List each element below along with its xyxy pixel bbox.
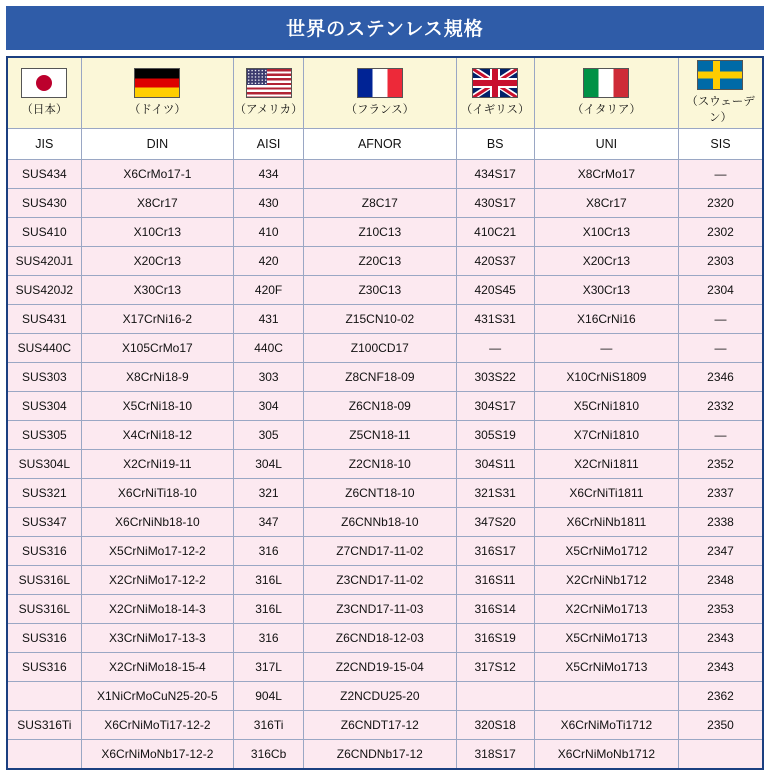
cell-bs: 320S18 [456, 711, 534, 740]
column-header-din: DIN [81, 129, 233, 160]
cell-jis: SUS431 [7, 305, 81, 334]
cell-bs: — [456, 334, 534, 363]
cell-din: X8CrNi18-9 [81, 363, 233, 392]
table-row [7, 276, 763, 305]
country-label-germany: （ドイツ） [128, 104, 186, 116]
cell-aisi: 347 [234, 508, 304, 537]
cell-uni: X8Cr17 [534, 189, 678, 218]
flag-cell-germany [81, 57, 233, 129]
cell-aisi: 440C [234, 334, 304, 363]
column-header-aisi: AISI [234, 129, 304, 160]
cell-aisi: 420 [234, 247, 304, 276]
cell-bs: 434S17 [456, 160, 534, 189]
cell-bs: 316S19 [456, 624, 534, 653]
cell-sis: 2346 [678, 363, 763, 392]
table-row [7, 624, 763, 653]
cell-jis: SUS304 [7, 392, 81, 421]
cell-jis: SUS316Ti [7, 711, 81, 740]
cell-sis: 2350 [678, 711, 763, 740]
table-row [7, 305, 763, 334]
cell-afnor: Z3CND17-11-03 [304, 595, 456, 624]
cell-afnor [304, 160, 456, 189]
cell-bs [456, 682, 534, 711]
column-header-afnor: AFNOR [304, 129, 456, 160]
cell-uni: X5CrNiMo1713 [534, 653, 678, 682]
cell-jis: SUS303 [7, 363, 81, 392]
cell-uni: X5CrNiMo1713 [534, 624, 678, 653]
cell-din: X5CrNiMo17-12-2 [81, 537, 233, 566]
cell-bs: 430S17 [456, 189, 534, 218]
cell-jis: SUS304L [7, 450, 81, 479]
cell-aisi: 304L [234, 450, 304, 479]
cell-uni: X5CrNi1810 [534, 392, 678, 421]
cell-din: X1NiCrMoCuN25-20-5 [81, 682, 233, 711]
cell-sis: — [678, 305, 763, 334]
cell-aisi: 316L [234, 566, 304, 595]
cell-uni: X5CrNiMo1712 [534, 537, 678, 566]
cell-aisi: 430 [234, 189, 304, 218]
table-row [7, 363, 763, 392]
flag-header-row [7, 57, 763, 129]
cell-jis: SUS347 [7, 508, 81, 537]
cell-uni: X2CrNiMo1713 [534, 595, 678, 624]
cell-din: X8Cr17 [81, 189, 233, 218]
cell-jis: SUS316 [7, 653, 81, 682]
cell-din: X17CrNi16-2 [81, 305, 233, 334]
country-label-sweden: （スウェーデン） [686, 96, 755, 124]
table-row [7, 218, 763, 247]
cell-afnor: Z8C17 [304, 189, 456, 218]
country-label-uk: （イギリス） [460, 104, 530, 116]
table-row [7, 450, 763, 479]
cell-uni: X10Cr13 [534, 218, 678, 247]
cell-din: X6CrNiMoTi17-12-2 [81, 711, 233, 740]
flag-usa-icon [246, 68, 292, 98]
cell-jis: SUS316 [7, 624, 81, 653]
table-row [7, 508, 763, 537]
cell-afnor: Z2CN18-10 [304, 450, 456, 479]
table-row [7, 160, 763, 189]
flag-cell-uk [456, 57, 534, 129]
cell-din: X4CrNi18-12 [81, 421, 233, 450]
table-row [7, 189, 763, 218]
cell-din: X2CrNi19-11 [81, 450, 233, 479]
cell-jis: SUS420J2 [7, 276, 81, 305]
table-row [7, 711, 763, 740]
flag-germany-icon [134, 68, 180, 98]
cell-afnor: Z6CN18-09 [304, 392, 456, 421]
cell-sis: 2362 [678, 682, 763, 711]
cell-sis: — [678, 334, 763, 363]
stainless-standards-table [6, 56, 764, 770]
cell-afnor: Z6CNDNb17-12 [304, 740, 456, 770]
cell-aisi: 305 [234, 421, 304, 450]
page-title: 世界のステンレス規格 [6, 6, 764, 50]
cell-sis: 2332 [678, 392, 763, 421]
cell-afnor: Z2CND19-15-04 [304, 653, 456, 682]
cell-din: X20Cr13 [81, 247, 233, 276]
cell-uni: X2CrNi1811 [534, 450, 678, 479]
cell-aisi: 304 [234, 392, 304, 421]
flag-italy-icon [583, 68, 629, 98]
flag-cell-japan [7, 57, 81, 129]
cell-aisi: 303 [234, 363, 304, 392]
table-row [7, 566, 763, 595]
cell-bs: 305S19 [456, 421, 534, 450]
table-row [7, 682, 763, 711]
cell-din: X5CrNi18-10 [81, 392, 233, 421]
cell-afnor: Z8CNF18-09 [304, 363, 456, 392]
cell-jis: SUS305 [7, 421, 81, 450]
cell-afnor: Z7CND17-11-02 [304, 537, 456, 566]
cell-sis: 2302 [678, 218, 763, 247]
cell-bs: 316S14 [456, 595, 534, 624]
cell-aisi: 434 [234, 160, 304, 189]
column-header-sis: SIS [678, 129, 763, 160]
cell-jis [7, 740, 81, 770]
cell-aisi: 316 [234, 537, 304, 566]
cell-aisi: 904L [234, 682, 304, 711]
cell-din: X2CrNiMo18-14-3 [81, 595, 233, 624]
cell-bs: 317S12 [456, 653, 534, 682]
cell-uni: — [534, 334, 678, 363]
cell-afnor: Z15CN10-02 [304, 305, 456, 334]
cell-afnor: Z30C13 [304, 276, 456, 305]
cell-bs: 321S31 [456, 479, 534, 508]
cell-afnor: Z100CD17 [304, 334, 456, 363]
cell-sis: 2352 [678, 450, 763, 479]
cell-uni: X6CrNiNb1811 [534, 508, 678, 537]
flag-uk-icon [472, 68, 518, 98]
cell-uni: X6CrNiTi1811 [534, 479, 678, 508]
cell-din: X3CrNiMo17-13-3 [81, 624, 233, 653]
cell-sis: 2353 [678, 595, 763, 624]
cell-sis [678, 740, 763, 770]
cell-uni: X20Cr13 [534, 247, 678, 276]
column-header-bs: BS [456, 129, 534, 160]
cell-uni: X6CrNiMoTi1712 [534, 711, 678, 740]
country-label-japan: （日本） [21, 104, 68, 116]
country-label-italy: （イタリア） [571, 104, 641, 116]
table-row [7, 392, 763, 421]
cell-din: X6CrMo17-1 [81, 160, 233, 189]
cell-uni: X10CrNiS1809 [534, 363, 678, 392]
cell-afnor: Z6CNDT17-12 [304, 711, 456, 740]
table-row [7, 595, 763, 624]
cell-uni: X2CrNiNb1712 [534, 566, 678, 595]
cell-jis: SUS316L [7, 566, 81, 595]
table-row [7, 334, 763, 363]
cell-afnor: Z20C13 [304, 247, 456, 276]
cell-din: X6CrNiTi18-10 [81, 479, 233, 508]
cell-bs: 420S37 [456, 247, 534, 276]
cell-sis: 2337 [678, 479, 763, 508]
cell-bs: 420S45 [456, 276, 534, 305]
cell-aisi: 321 [234, 479, 304, 508]
cell-uni: X30Cr13 [534, 276, 678, 305]
cell-bs: 316S11 [456, 566, 534, 595]
cell-din: X2CrNiMo17-12-2 [81, 566, 233, 595]
table-row [7, 479, 763, 508]
column-header-jis: JIS [7, 129, 81, 160]
cell-jis: SUS440C [7, 334, 81, 363]
cell-din: X105CrMo17 [81, 334, 233, 363]
cell-sis: 2343 [678, 653, 763, 682]
table-row [7, 740, 763, 770]
cell-jis: SUS434 [7, 160, 81, 189]
cell-jis: SUS316 [7, 537, 81, 566]
cell-sis: 2348 [678, 566, 763, 595]
cell-jis: SUS410 [7, 218, 81, 247]
table-row [7, 247, 763, 276]
cell-afnor: Z3CND17-11-02 [304, 566, 456, 595]
cell-aisi: 316 [234, 624, 304, 653]
standard-header-row [7, 129, 763, 160]
cell-bs: 304S17 [456, 392, 534, 421]
flag-france-icon [357, 68, 403, 98]
flag-cell-usa [234, 57, 304, 129]
cell-jis: SUS420J1 [7, 247, 81, 276]
cell-din: X6CrNiNb18-10 [81, 508, 233, 537]
cell-jis [7, 682, 81, 711]
cell-uni: X7CrNi1810 [534, 421, 678, 450]
cell-aisi: 431 [234, 305, 304, 334]
cell-jis: SUS316L [7, 595, 81, 624]
cell-bs: 431S31 [456, 305, 534, 334]
cell-bs: 303S22 [456, 363, 534, 392]
cell-aisi: 317L [234, 653, 304, 682]
flag-cell-italy [534, 57, 678, 129]
cell-sis: 2343 [678, 624, 763, 653]
flag-cell-france [304, 57, 456, 129]
table-row [7, 537, 763, 566]
country-label-france: （フランス） [345, 104, 415, 116]
cell-sis: — [678, 160, 763, 189]
column-header-uni: UNI [534, 129, 678, 160]
cell-afnor: Z6CNT18-10 [304, 479, 456, 508]
cell-bs: 318S17 [456, 740, 534, 770]
cell-bs: 347S20 [456, 508, 534, 537]
cell-afnor: Z5CN18-11 [304, 421, 456, 450]
flag-cell-sweden [678, 57, 763, 129]
cell-aisi: 316L [234, 595, 304, 624]
cell-afnor: Z6CND18-12-03 [304, 624, 456, 653]
cell-aisi: 316Ti [234, 711, 304, 740]
cell-aisi: 420F [234, 276, 304, 305]
cell-sis: 2338 [678, 508, 763, 537]
cell-aisi: 410 [234, 218, 304, 247]
cell-sis: — [678, 421, 763, 450]
cell-din: X10Cr13 [81, 218, 233, 247]
cell-jis: SUS430 [7, 189, 81, 218]
cell-uni [534, 682, 678, 711]
cell-uni: X6CrNiMoNb1712 [534, 740, 678, 770]
cell-bs: 316S17 [456, 537, 534, 566]
table-row [7, 653, 763, 682]
flag-sweden-icon [697, 60, 743, 90]
cell-din: X30Cr13 [81, 276, 233, 305]
cell-sis: 2347 [678, 537, 763, 566]
cell-afnor: Z2NCDU25-20 [304, 682, 456, 711]
cell-uni: X8CrMo17 [534, 160, 678, 189]
cell-afnor: Z6CNNb18-10 [304, 508, 456, 537]
cell-bs: 304S11 [456, 450, 534, 479]
cell-sis: 2304 [678, 276, 763, 305]
flag-japan-icon [21, 68, 67, 98]
cell-aisi: 316Cb [234, 740, 304, 770]
cell-afnor: Z10C13 [304, 218, 456, 247]
cell-din: X6CrNiMoNb17-12-2 [81, 740, 233, 770]
cell-jis: SUS321 [7, 479, 81, 508]
cell-uni: X16CrNi16 [534, 305, 678, 334]
cell-sis: 2303 [678, 247, 763, 276]
country-label-usa: （アメリカ） [234, 104, 303, 116]
table-row [7, 421, 763, 450]
cell-din: X2CrNiMo18-15-4 [81, 653, 233, 682]
cell-bs: 410C21 [456, 218, 534, 247]
cell-sis: 2320 [678, 189, 763, 218]
